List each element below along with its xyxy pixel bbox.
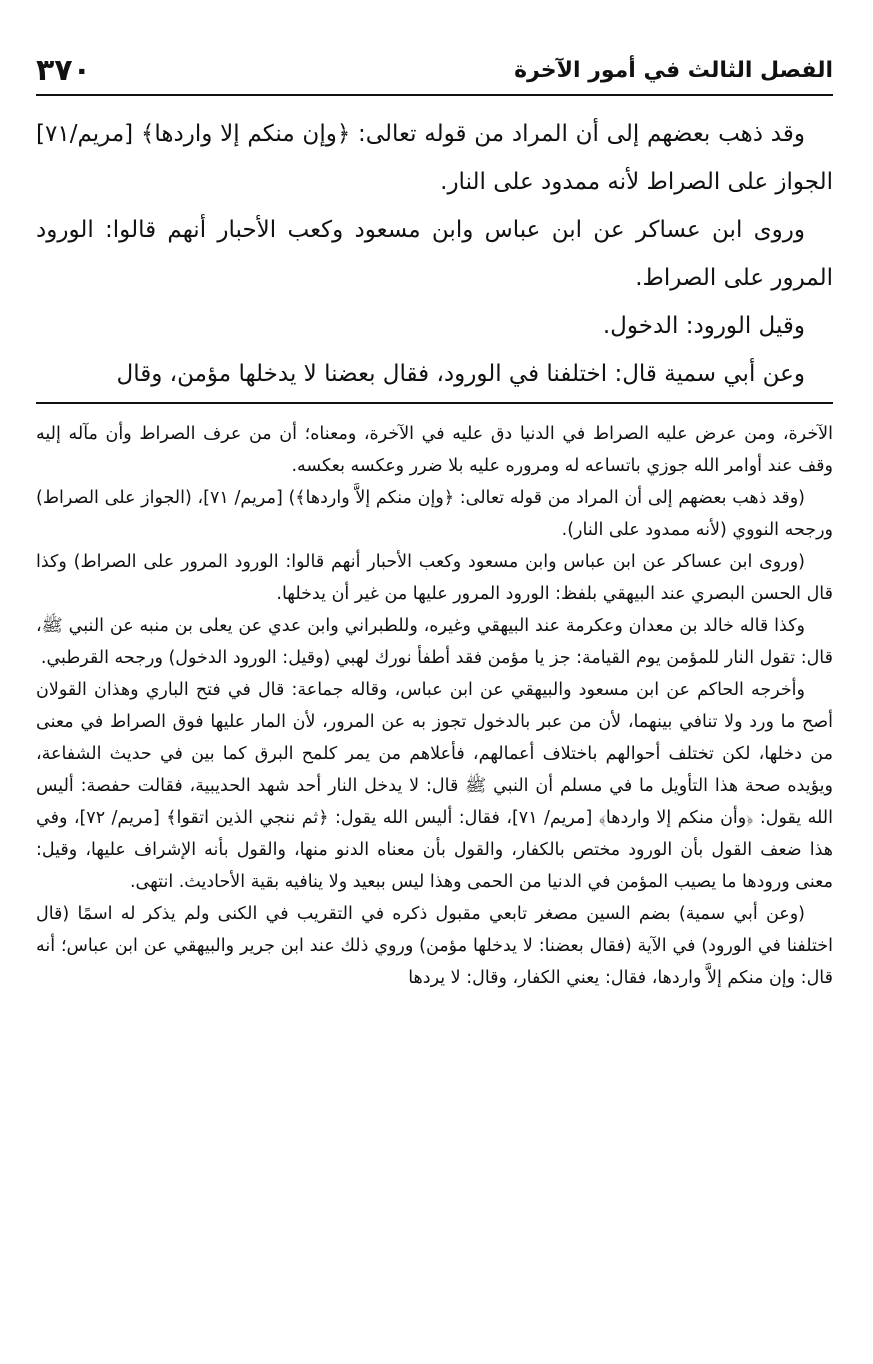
page-number: ٣٧٠ <box>36 52 91 88</box>
commentary-text <box>36 418 833 994</box>
main-paragraph: وعن أبي سمية قال: اختلفنا في الورود، فقال بعضنا لا يدخلها مؤمن، وقال <box>116 361 805 387</box>
main-paragraph: وقيل الورود: الدخول. <box>602 313 805 339</box>
commentary-separator <box>36 402 833 404</box>
header-rule <box>36 94 833 96</box>
commentary-paragraph: وكذا قاله خالد بن معدان وعكرمة عند البيهقي وغيره، وللطبراني وابن عدي عن يعلى بن منبه عن النبي ﷺ، قال: تقول النار للمؤمن يوم القيامة: جز يا مؤمن فقد أطفأ نورك لهبي (وقيل: الورود الدخول) ورجحه القرطبي. <box>36 616 833 668</box>
commentary-paragraph: (وعن أبي سمية) بضم السين مصغر تابعي مقبول ذكره في التقريب في الكنى ولم يذكر له اسمًا (قال اختلفنا في الورود) في الآية (فقال بعضنا: لا يدخلها مؤمن) وروي ذلك عند ابن جرير والبيهقي عن ابن عباس؛ أنه قال: وإن منكم إلاَّ واردها، فقال: يعني الكفار، وقال: لا يردها <box>36 904 833 988</box>
running-title: الفصل الثالث في أمور الآخرة <box>514 57 833 83</box>
commentary-paragraph: (وقد ذهب بعضهم إلى أن المراد من قوله تعالى: ﴿وإن منكم إلاَّ واردها﴾) [مريم/ ٧١]، (الجواز على الصراط) ورجحه النووي (لأنه ممدود على النار). <box>36 488 833 540</box>
main-text <box>36 110 833 398</box>
main-paragraph: وروى ابن عساكر عن ابن عباس وابن مسعود وكعب الأحبار أنهم قالوا: الورود المرور على الصراط. <box>36 217 833 291</box>
main-paragraph: وقد ذهب بعضهم إلى أن المراد من قوله تعالى: ﴿وإن منكم إلا واردها﴾ [مريم/٧١] الجواز على الصراط لأنه ممدود على النار. <box>36 121 833 195</box>
commentary-paragraph: (وروى ابن عساكر عن ابن عباس وابن مسعود وكعب الأحبار أنهم قالوا: الورود المرور على الصراط) وكذا قال الحسن البصري عند البيهقي بلفظ: الورود المرور عليها من غير أن يدخلها. <box>36 552 833 604</box>
commentary-paragraph: وأخرجه الحاكم عن ابن مسعود والبيهقي عن ابن عباس، وقاله جماعة: قال في فتح الباري وهذان القولان أصح ما ورد ولا تنافي بينهما، لأن من عبر بالدخول تجوز به عن المرور، لأن المار عليها فوق الصراط في معنى من دخلها، لكن تختلف أحوالهم باختلاف أعمالهم، فأعلاهم من يمر كلمح البرق كما بين في حديث الشفاعة، ويؤيده صحة هذا التأويل ما في مسلم أن النبي ﷺ قال: لا يدخل النار أحد شهد الحديبية، فقالت حفصة: أليس الله يقول: ﴿وأن منكم إلا واردها﴾ [مريم/ ٧١]، فقال: أليس الله يقول: ﴿ثم ننجي الذين اتقوا﴾ [مريم/ ٧٢]، وفي هذا ضعف القول بأن الورود مختص بالكفار، والقول بأن معناه الدنو منها، والقول بأنه الإشراف عليها، وقيل: معنى ورودها ما يصيب المؤمن في الدنيا من الحمى وهذا ليس ببعيد ولا ينافيه بقية الأحاديث. انتهى. <box>36 680 833 892</box>
commentary-paragraph: الآخرة، ومن عرض عليه الصراط في الدنيا دق عليه في الآخرة، ومعناه؛ أن من عرف الصراط وأن مآله إليه وقف عند أوامر الله جوزي باتساعه له ومروره عليه بلا ضرر وعكسه بعكسه. <box>36 424 833 476</box>
page-header <box>36 48 833 92</box>
